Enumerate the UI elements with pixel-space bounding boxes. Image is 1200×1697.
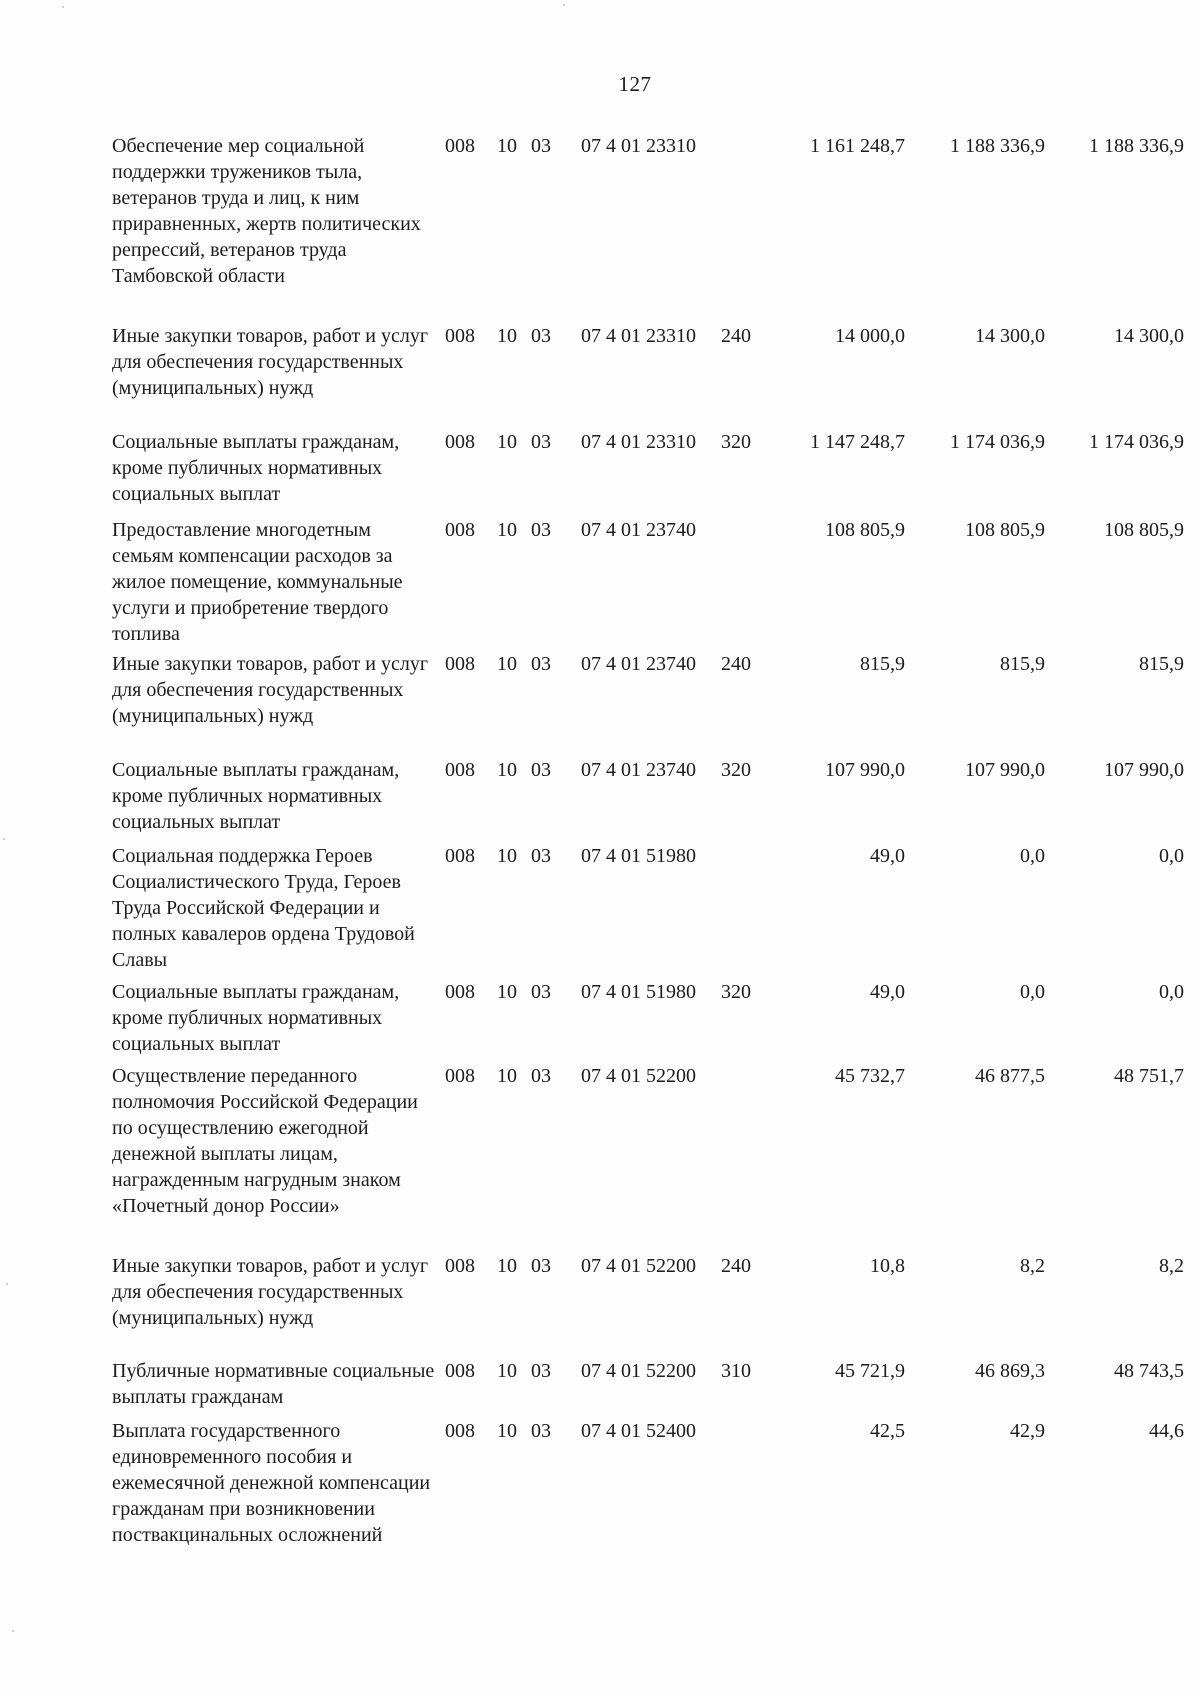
target-article-code: 07 4 01 51980 — [581, 981, 696, 1003]
amount-year-2: 1 174 036,9 — [950, 431, 1045, 453]
section-code: 10 — [497, 1255, 517, 1277]
amount-year-3: 815,9 — [1139, 653, 1184, 675]
subsection-code: 03 — [531, 759, 551, 781]
row-description: Иные закупки товаров, работ и услуг для обеспечения государственных (муниципальных) нужд — [112, 653, 429, 727]
amount-year-3: 14 300,0 — [1114, 325, 1184, 347]
amount-year-1: 45 732,7 — [835, 1065, 905, 1087]
target-article-code: 07 4 01 51980 — [581, 845, 696, 867]
amount-year-2: 42,9 — [1010, 1420, 1045, 1442]
amount-year-3: 0,0 — [1159, 845, 1184, 867]
scan-speck — [12, 1630, 14, 1632]
ministry-code: 008 — [445, 1420, 475, 1442]
amount-year-1: 107 990,0 — [825, 759, 905, 781]
scan-speck — [563, 4, 565, 6]
section-code: 10 — [497, 981, 517, 1003]
section-code: 10 — [497, 845, 517, 867]
section-code: 10 — [497, 653, 517, 675]
section-code: 10 — [497, 1065, 517, 1087]
expense-type-code: 320 — [721, 981, 751, 1003]
row-description: Социальные выплаты гражданам, кроме публичных нормативных социальных выплат — [112, 431, 400, 505]
subsection-code: 03 — [531, 1420, 551, 1442]
subsection-code: 03 — [531, 1065, 551, 1087]
amount-year-1: 49,0 — [870, 845, 905, 867]
section-code: 10 — [497, 135, 517, 157]
ministry-code: 008 — [445, 1360, 475, 1382]
subsection-code: 03 — [531, 653, 551, 675]
expense-type-code: 240 — [721, 653, 751, 675]
ministry-code: 008 — [445, 759, 475, 781]
target-article-code: 07 4 01 23740 — [581, 653, 696, 675]
row-description: Социальные выплаты гражданам, кроме публичных нормативных социальных выплат — [112, 759, 400, 833]
amount-year-2: 14 300,0 — [975, 325, 1045, 347]
section-code: 10 — [497, 519, 517, 541]
target-article-code: 07 4 01 52200 — [581, 1360, 696, 1382]
ministry-code: 008 — [445, 845, 475, 867]
amount-year-2: 108 805,9 — [965, 519, 1045, 541]
row-description: Иные закупки товаров, работ и услуг для обеспечения государственных (муниципальных) нужд — [112, 325, 429, 399]
subsection-code: 03 — [531, 519, 551, 541]
amount-year-2: 815,9 — [1000, 653, 1045, 675]
expense-type-code: 240 — [721, 325, 751, 347]
amount-year-2: 107 990,0 — [965, 759, 1045, 781]
amount-year-3: 1 174 036,9 — [1089, 431, 1184, 453]
scan-speck — [3, 838, 5, 840]
expense-type-code: 320 — [721, 431, 751, 453]
row-description: Публичные нормативные социальные выплаты гражданам — [112, 1360, 435, 1408]
expense-type-code: 320 — [721, 759, 751, 781]
amount-year-1: 108 805,9 — [825, 519, 905, 541]
ministry-code: 008 — [445, 653, 475, 675]
ministry-code: 008 — [445, 1255, 475, 1277]
row-description: Социальные выплаты гражданам, кроме публичных нормативных социальных выплат — [112, 981, 400, 1055]
ministry-code: 008 — [445, 135, 475, 157]
target-article-code: 07 4 01 23310 — [581, 135, 696, 157]
ministry-code: 008 — [445, 981, 475, 1003]
amount-year-1: 1 161 248,7 — [810, 135, 905, 157]
amount-year-2: 8,2 — [1020, 1255, 1045, 1277]
amount-year-2: 0,0 — [1020, 981, 1045, 1003]
amount-year-3: 8,2 — [1159, 1255, 1184, 1277]
row-description: Социальная поддержка Героев Социалистического Труда, Героев Труда Российской Федерации и полных кавалеров ордена Трудовой Славы — [112, 845, 415, 971]
section-code: 10 — [497, 325, 517, 347]
amount-year-1: 815,9 — [860, 653, 905, 675]
subsection-code: 03 — [531, 1255, 551, 1277]
ministry-code: 008 — [445, 519, 475, 541]
section-code: 10 — [497, 431, 517, 453]
target-article-code: 07 4 01 52400 — [581, 1420, 696, 1442]
amount-year-2: 0,0 — [1020, 845, 1045, 867]
subsection-code: 03 — [531, 325, 551, 347]
subsection-code: 03 — [531, 135, 551, 157]
amount-year-3: 0,0 — [1159, 981, 1184, 1003]
amount-year-1: 42,5 — [870, 1420, 905, 1442]
target-article-code: 07 4 01 23310 — [581, 431, 696, 453]
expense-type-code: 310 — [721, 1360, 751, 1382]
ministry-code: 008 — [445, 1065, 475, 1087]
amount-year-2: 1 188 336,9 — [950, 135, 1045, 157]
target-article-code: 07 4 01 23310 — [581, 325, 696, 347]
ministry-code: 008 — [445, 431, 475, 453]
amount-year-3: 44,6 — [1149, 1420, 1184, 1442]
amount-year-1: 14 000,0 — [835, 325, 905, 347]
row-description: Иные закупки товаров, работ и услуг для обеспечения государственных (муниципальных) нужд — [112, 1255, 429, 1329]
amount-year-1: 1 147 248,7 — [810, 431, 905, 453]
expense-type-code: 240 — [721, 1255, 751, 1277]
section-code: 10 — [497, 1360, 517, 1382]
amount-year-3: 108 805,9 — [1104, 519, 1184, 541]
target-article-code: 07 4 01 23740 — [581, 519, 696, 541]
amount-year-1: 49,0 — [870, 981, 905, 1003]
row-description: Осуществление переданного полномочия Российской Федерации по осуществлению ежегодной денежной выплаты лицам, награжденным нагрудным знаком «Почетный донор России» — [112, 1065, 418, 1217]
amount-year-3: 1 188 336,9 — [1089, 135, 1184, 157]
page-number: 127 — [618, 72, 652, 96]
amount-year-2: 46 877,5 — [975, 1065, 1045, 1087]
amount-year-3: 48 751,7 — [1114, 1065, 1184, 1087]
row-description: Обеспечение мер социальной поддержки тружеников тыла, ветеранов труда и лиц, к ним приравненных, жертв политических репрессий, ветеранов труда Тамбовской области — [112, 135, 421, 287]
section-code: 10 — [497, 1420, 517, 1442]
amount-year-1: 45 721,9 — [835, 1360, 905, 1382]
amount-year-3: 48 743,5 — [1114, 1360, 1184, 1382]
row-description: Выплата государственного единовременного пособия и ежемесячной денежной компенсации гражданам при возникновении поствакцинальных осложнений — [112, 1420, 431, 1546]
row-description: Предоставление многодетным семьям компенсации расходов за жилое помещение, коммунальные услуги и приобретение твердого топлива — [112, 519, 403, 645]
amount-year-2: 46 869,3 — [975, 1360, 1045, 1382]
subsection-code: 03 — [531, 845, 551, 867]
subsection-code: 03 — [531, 981, 551, 1003]
target-article-code: 07 4 01 52200 — [581, 1065, 696, 1087]
target-article-code: 07 4 01 23740 — [581, 759, 696, 781]
target-article-code: 07 4 01 52200 — [581, 1255, 696, 1277]
scan-speck — [62, 6, 64, 8]
amount-year-3: 107 990,0 — [1104, 759, 1184, 781]
section-code: 10 — [497, 759, 517, 781]
amount-year-1: 10,8 — [870, 1255, 905, 1277]
subsection-code: 03 — [531, 431, 551, 453]
scan-speck — [6, 1283, 8, 1285]
subsection-code: 03 — [531, 1360, 551, 1382]
ministry-code: 008 — [445, 325, 475, 347]
